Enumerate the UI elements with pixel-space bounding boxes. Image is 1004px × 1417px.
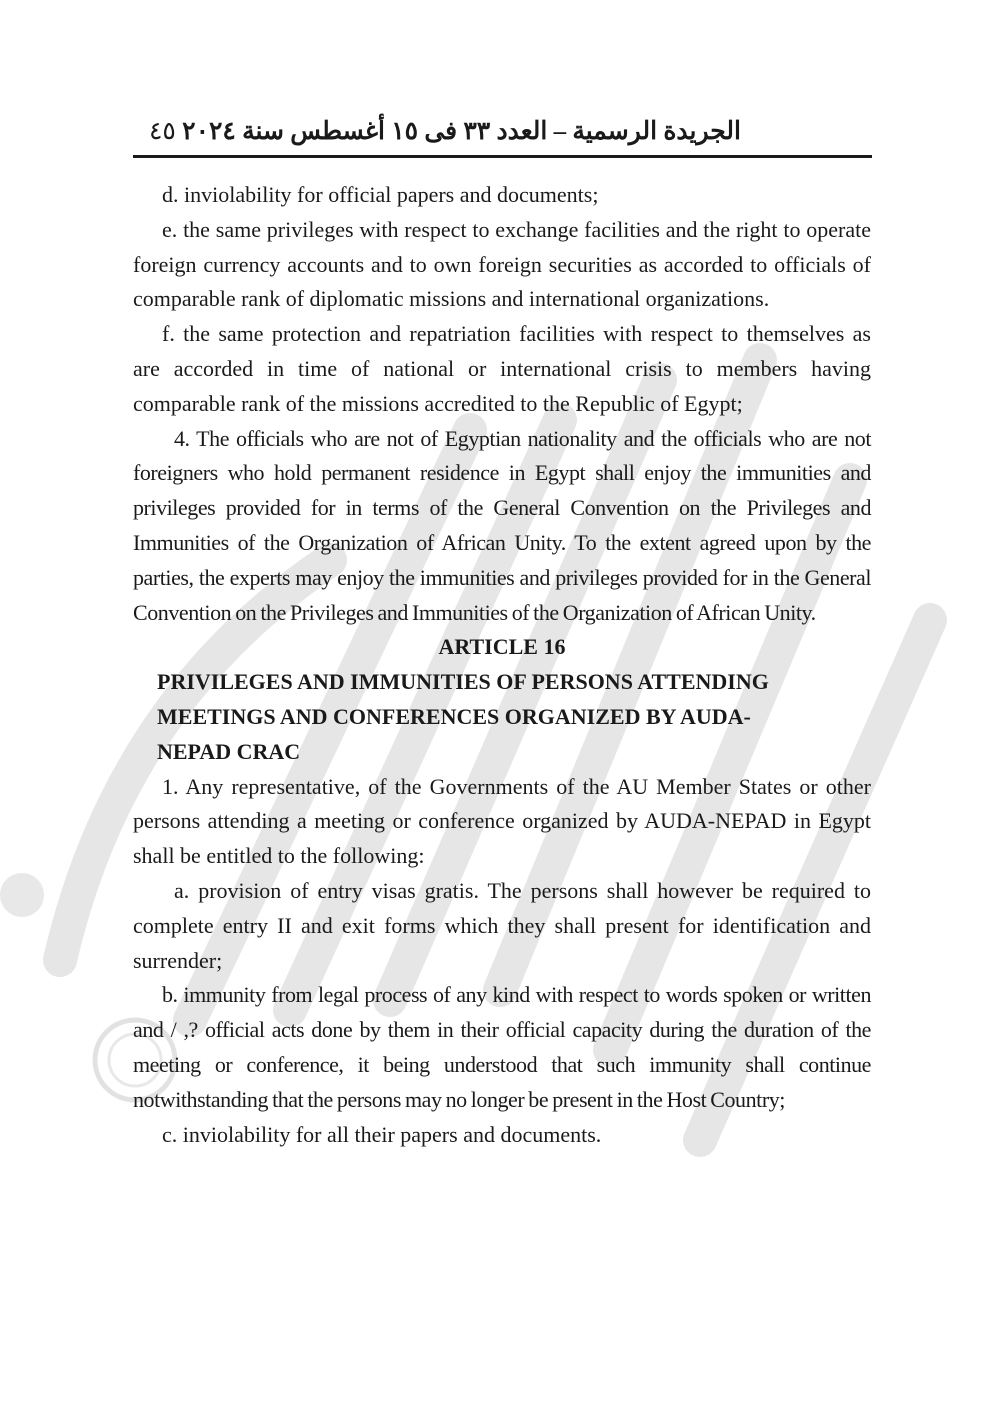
- page-header: [133, 112, 871, 152]
- document-body: [133, 178, 871, 1152]
- article-heading: ARTICLE 16: [438, 634, 566, 660]
- paragraph-d: d. inviolability for official papers and documents;: [162, 182, 599, 207]
- paragraph-1: 1. Any representative, of the Governments of the AU Member States or other persons attending a meeting or conference organized by AUDA-NEPAD in Egypt shall be entitled to the following:: [133, 773, 871, 869]
- paragraph-4: 4. The officials who are not of Egyptian nationality and the officials who are not foreigners who hold permanent residence in Egypt shall enjoy the immunities and privileges provided for in terms of the General Convention on the Privileges and Immunities of the Organization of African Unity. To the extent agreed upon by the parties, the experts may enjoy the immunities and privileges provided for in the General Convention on the Privileges and Immunities of the Organization of African Unity.: [133, 425, 871, 625]
- paragraph-e: e. the same privileges with respect to exchange facilities and the right to operate foreign currency accounts and to own foreign securities as accorded to officials of comparable rank of diplomatic missions and international organizations.: [133, 216, 871, 312]
- gazette-title: الجريدة الرسمية – العدد ٣٣ فى ١٥ أغسطس سنة ٢٠٢٤: [182, 118, 741, 145]
- paragraph-c: c. inviolability for all their papers and documents.: [162, 1121, 602, 1147]
- page-number: ٤٥: [149, 118, 176, 145]
- paragraph-a: a. provision of entry visas gratis. The persons shall however be required to complete entry II and exit forms which they shall present for identification and surrender;: [133, 877, 871, 973]
- paragraph-b: b. immunity from legal process of any kind with respect to words spoken or written and / ,? official acts done by them in their official capacity during the duration of the meeting or conference, it being understood that such immunity shall continue notwithstanding that the persons may no longer be present in the Host Country;: [133, 982, 871, 1112]
- article-title-line-1: PRIVILEGES AND IMMUNITIES OF PERSONS ATTENDING: [157, 669, 769, 695]
- article-title-line-3: NEPAD CRAC: [157, 738, 301, 764]
- header-rule: [133, 155, 872, 158]
- article-title-line-2: MEETINGS AND CONFERENCES ORGANIZED BY AUDA-: [157, 703, 751, 729]
- paragraph-f: f. the same protection and repatriation facilities with respect to themselves as are accorded in time of national or international crisis to members having comparable rank of the missions accredited to the Republic of Egypt;: [133, 321, 871, 416]
